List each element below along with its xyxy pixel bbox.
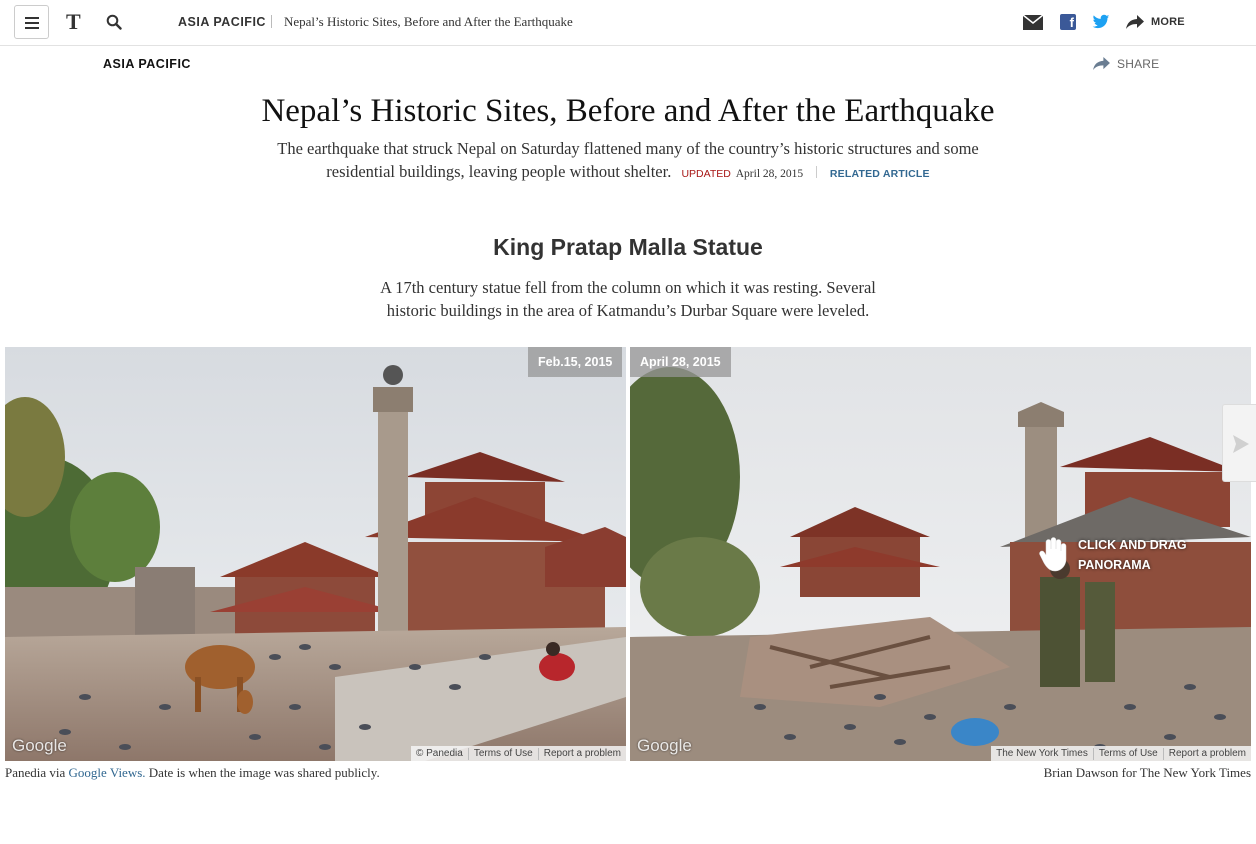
before-attribution xyxy=(411,746,626,761)
before-date-tag: Feb.15, 2015 xyxy=(528,347,622,377)
section-description: A 17th century statue fell from the column on which it was resting. Several historic buildings in the area of Katmandu’s Durbar Square were leveled. xyxy=(380,278,876,320)
related-article-link[interactable]: RELATED ARTICLE xyxy=(829,168,930,180)
terms-of-use-link[interactable]: Terms of Use xyxy=(1093,748,1163,760)
menu-icon-line xyxy=(25,27,39,29)
before-panorama[interactable] xyxy=(5,347,626,761)
drag-hint xyxy=(1038,535,1187,575)
after-panorama[interactable] xyxy=(630,347,1251,761)
menu-icon-line xyxy=(25,22,39,24)
google-views-link[interactable]: Google Views. xyxy=(68,765,146,780)
caption-left xyxy=(5,765,380,781)
share-arrow-icon xyxy=(1092,56,1111,71)
drag-hint-line1: CLICK AND DRAG xyxy=(1078,538,1187,552)
caption-suffix: Date is when the image was shared publicly. xyxy=(145,765,380,780)
share-button[interactable] xyxy=(1092,56,1159,71)
search-icon[interactable] xyxy=(106,14,122,30)
more-label: MORE xyxy=(1151,16,1185,28)
facebook-icon[interactable]: f xyxy=(1060,14,1076,30)
mail-icon[interactable] xyxy=(1023,15,1043,30)
report-problem-link[interactable]: Report a problem xyxy=(1163,748,1251,760)
chevron-right-icon xyxy=(1223,405,1256,483)
meta-divider xyxy=(816,166,817,178)
attribution-credit[interactable]: The New York Times xyxy=(996,747,1088,759)
top-navigation-bar xyxy=(0,0,1256,46)
share-arrow-icon xyxy=(1125,14,1145,30)
google-logo: Google xyxy=(637,736,692,755)
updated-label: UPDATED xyxy=(681,168,731,180)
drag-hint-line2: PANORAMA xyxy=(1078,558,1151,572)
attribution-credit[interactable]: © Panedia xyxy=(415,747,463,759)
next-slide-button[interactable] xyxy=(1222,404,1256,482)
kicker-section-link[interactable]: ASIA PACIFIC xyxy=(103,57,191,71)
before-panorama-image xyxy=(5,347,626,761)
twitter-icon[interactable] xyxy=(1092,14,1110,30)
more-button[interactable] xyxy=(1125,13,1185,31)
nyt-logo-icon[interactable]: T xyxy=(66,9,81,34)
section-title: King Pratap Malla Statue xyxy=(493,234,763,260)
article-summary xyxy=(260,137,996,186)
google-logo: Google xyxy=(12,736,67,755)
article-meta xyxy=(675,168,929,180)
title-divider xyxy=(271,15,272,28)
updated-date: April 28, 2015 xyxy=(735,168,804,180)
share-label: SHARE xyxy=(1117,56,1160,71)
caption-right: Brian Dawson for The New York Times xyxy=(1043,765,1251,780)
menu-icon xyxy=(25,17,39,19)
summary-text: The earthquake that struck Nepal on Saturday flattened many of the country’s historic structures and some residential buildings, leaving people without shelter. xyxy=(277,139,979,181)
headline: Nepal’s Historic Sites, Before and After the Earthquake xyxy=(261,93,995,129)
report-problem-link[interactable]: Report a problem xyxy=(538,748,626,760)
after-date-tag: April 28, 2015 xyxy=(630,347,731,377)
menu-button[interactable] xyxy=(14,5,49,39)
terms-of-use-link[interactable]: Terms of Use xyxy=(468,748,538,760)
caption-prefix: Panedia via xyxy=(5,765,69,780)
hand-drag-icon xyxy=(1038,537,1068,573)
bar-article-title: Nepal’s Historic Sites, Before and After the Earthquake xyxy=(284,14,573,29)
section-link[interactable]: ASIA PACIFIC xyxy=(178,15,266,29)
after-attribution xyxy=(991,746,1251,761)
